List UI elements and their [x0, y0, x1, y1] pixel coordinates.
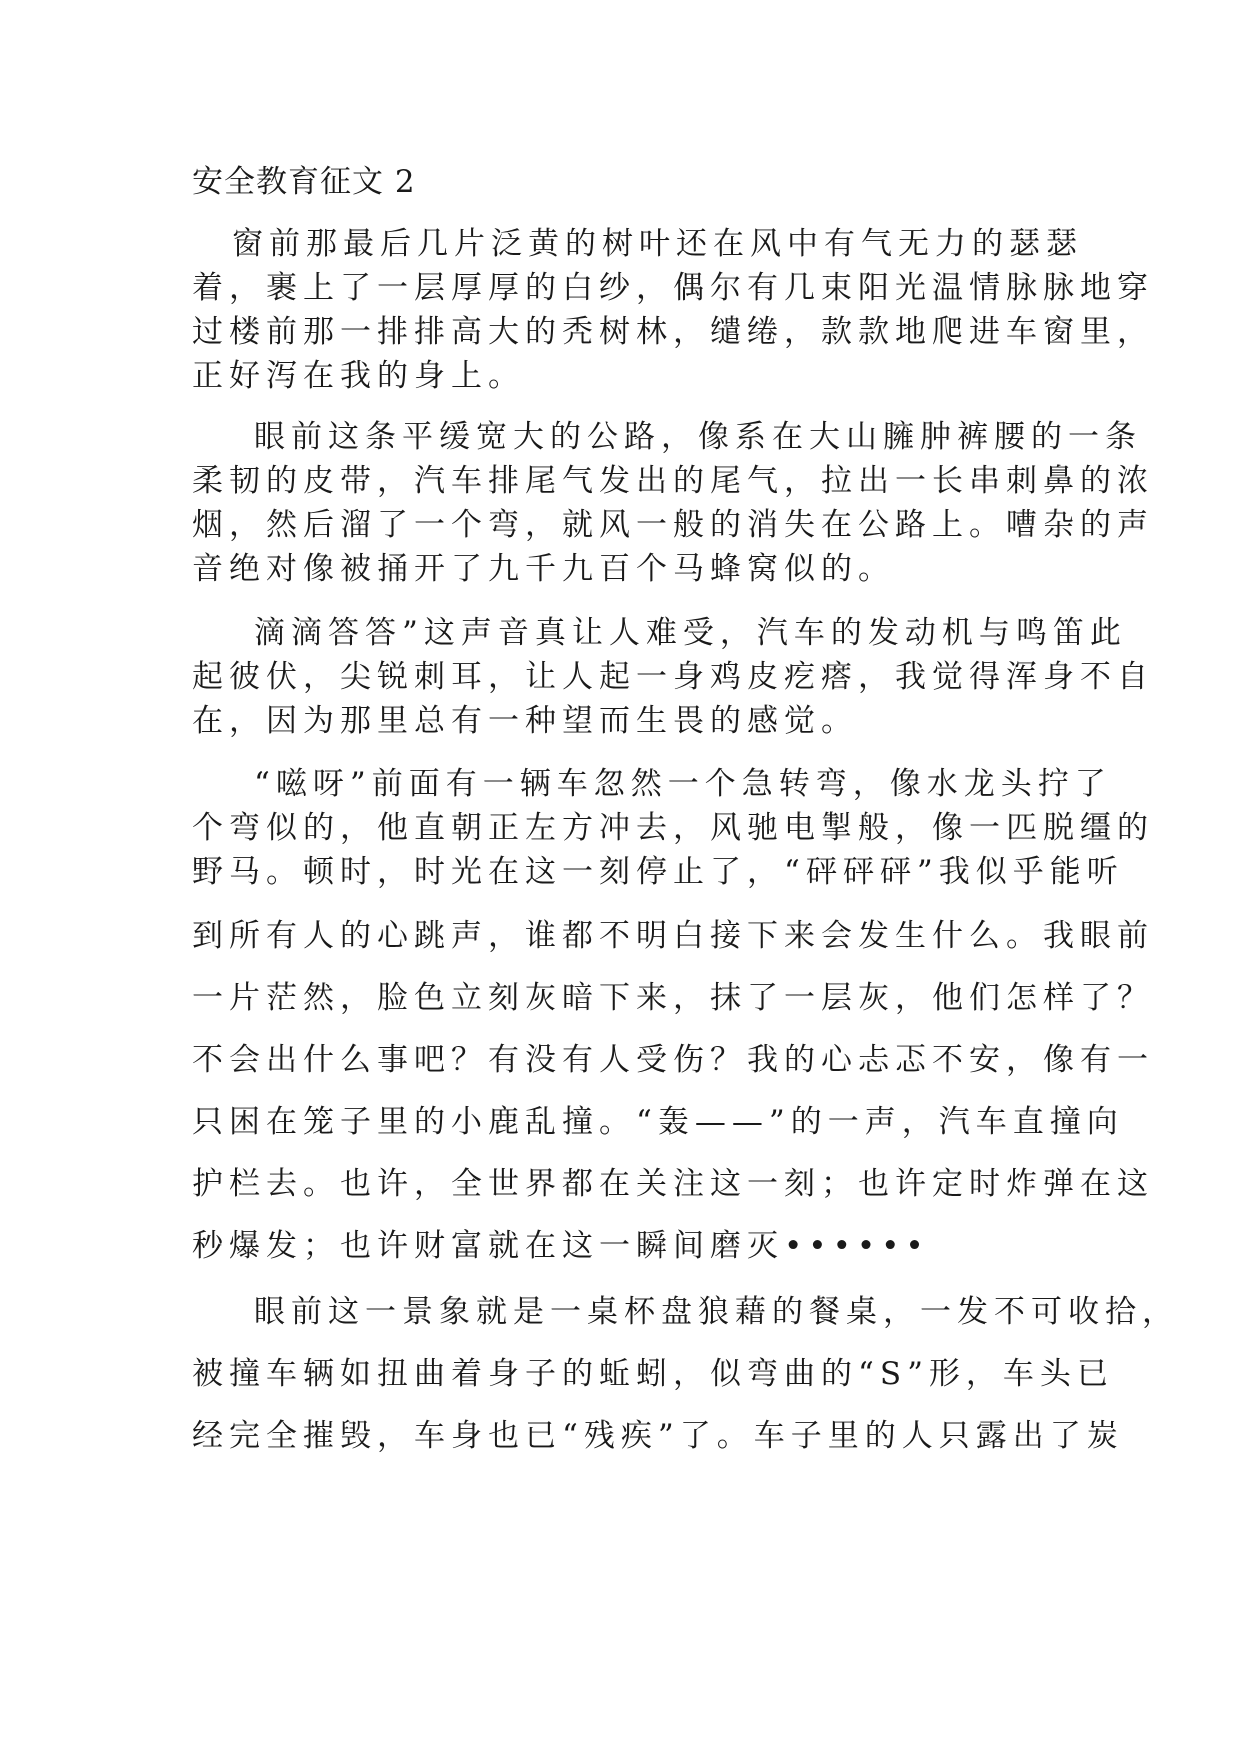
- paragraph-line: 在，因为那里总有一种望而生畏的感觉。: [192, 703, 858, 739]
- paragraph-line: 着，裹上了一层厚厚的白纱，偶尔有几束阳光温情脉脉地穿: [192, 270, 1154, 306]
- paragraph-line: 正好泻在我的身上。: [192, 358, 525, 394]
- paragraph-line: 柔韧的皮带，汽车排尾气发出的尾气，拉出一长串刺鼻的浓: [192, 463, 1154, 499]
- paragraph-line: “嗞呀”前面有一辆车忽然一个急转弯，像水龙头拧了: [254, 766, 1112, 802]
- paragraph-line: 护栏去。也许，全世界都在关注这一刻；也许定时炸弹在这: [192, 1166, 1154, 1202]
- document-title: 安全教育征文 2: [192, 164, 416, 200]
- paragraph-line: 一片茫然，脸色立刻灰暗下来，抹了一层灰，他们怎样了？: [192, 980, 1154, 1016]
- paragraph-line: 不会出什么事吧？有没有人受伤？我的心忐忑不安，像有一: [192, 1042, 1154, 1078]
- paragraph-line: 音绝对像被捅开了九千九百个马蜂窝似的。: [192, 551, 895, 587]
- paragraph-line: 个弯似的，他直朝正左方冲去，风驰电掣般，像一匹脱缰的: [192, 810, 1154, 846]
- paragraph-line: 眼前这一景象就是一桌杯盘狼藉的餐桌，一发不可收拾，: [254, 1294, 1179, 1330]
- paragraph-line: 烟，然后溜了一个弯，就风一般的消失在公路上。嘈杂的声: [192, 507, 1154, 543]
- paragraph-line: 过楼前那一排排高大的秃树林，缱绻，款款地爬进车窗里，: [192, 314, 1154, 350]
- paragraph-line: 到所有人的心跳声，谁都不明白接下来会发生什么。我眼前: [192, 918, 1154, 954]
- paragraph-line: 滴滴答答”这声音真让人难受，汽车的发动机与鸣笛此: [254, 615, 1127, 651]
- paragraph-line: 野马。顿时，时光在这一刻停止了，“砰砰砰”我似乎能听: [192, 854, 1124, 890]
- paragraph-line: 起彼伏，尖锐刺耳，让人起一身鸡皮疙瘩，我觉得浑身不自: [192, 659, 1154, 695]
- paragraph-line: 眼前这条平缓宽大的公路，像系在大山臃肿裤腰的一条: [254, 419, 1142, 455]
- paragraph-line: 只困在笼子里的小鹿乱撞。“轰——”的一声，汽车直撞向: [192, 1104, 1124, 1140]
- paragraph-line: 经完全摧毁，车身也已“残疾”了。车子里的人只露出了炭: [192, 1418, 1124, 1454]
- paragraph-line: 秒爆发；也许财富就在这一瞬间磨灭••••••: [192, 1228, 930, 1264]
- paragraph-line: 被撞车辆如扭曲着身子的蚯蚓，似弯曲的“S”形，车头已: [192, 1356, 1114, 1392]
- paragraph-line: 窗前那最后几片泛黄的树叶还在风中有气无力的瑟瑟: [232, 226, 1083, 262]
